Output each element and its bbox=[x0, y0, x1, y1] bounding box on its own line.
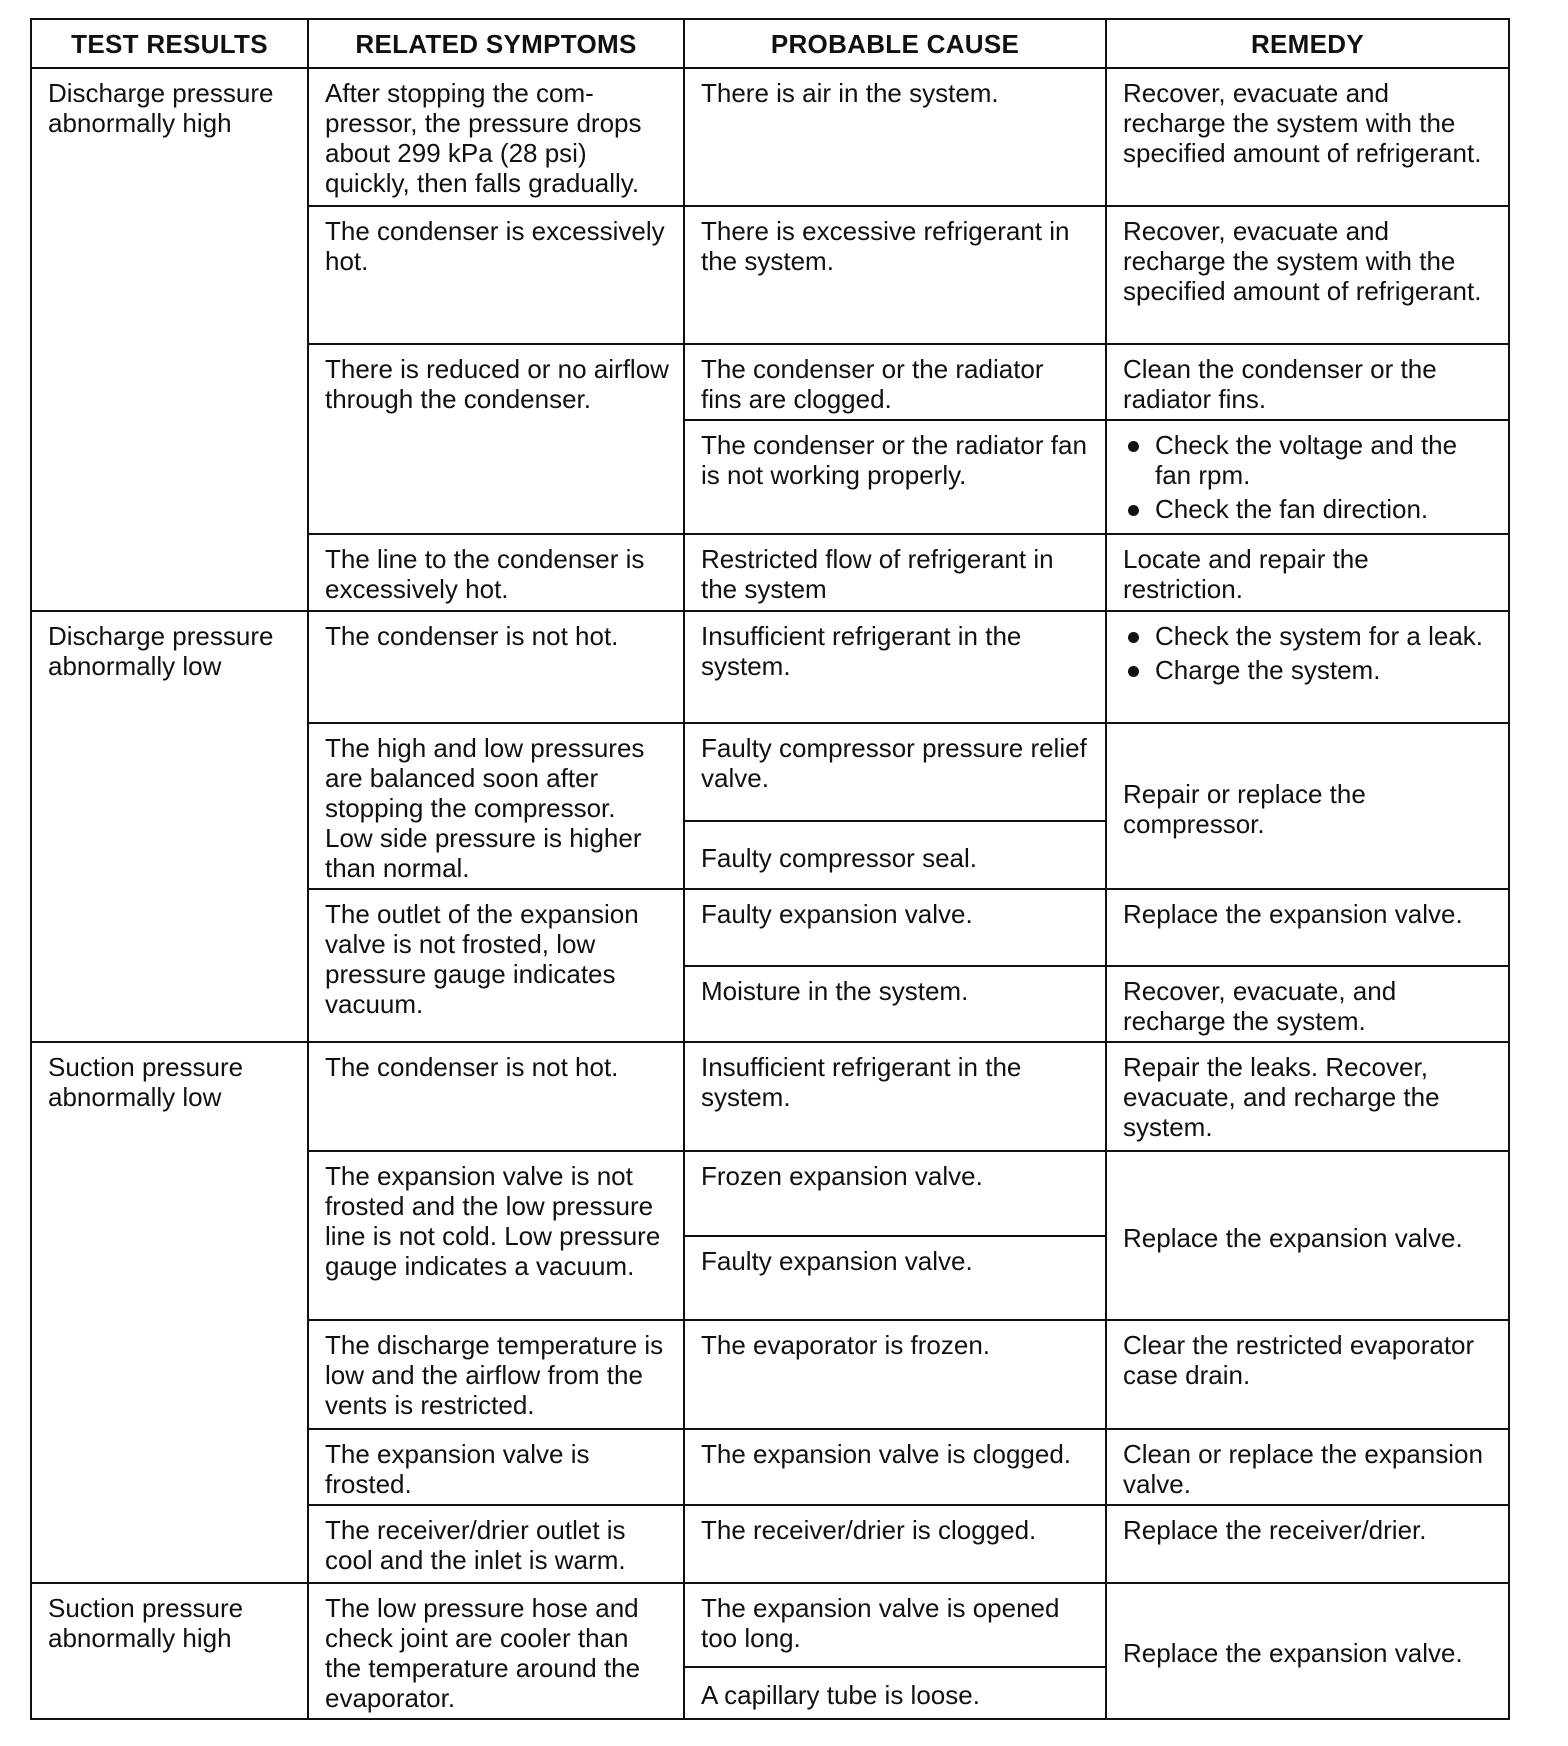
cause-cell: Frozen expansion valve. bbox=[684, 1151, 1106, 1236]
cause-cell: Faulty expansion valve. bbox=[684, 889, 1106, 966]
symptom-cell: The high and low pressures are balanced soon after stopping the compressor. Low side pressure is higher than normal. bbox=[308, 723, 684, 889]
table-row bbox=[31, 1042, 1509, 1151]
remedy-cell bbox=[1106, 611, 1509, 724]
symptom-cell: The expansion valve is frosted. bbox=[308, 1429, 684, 1506]
symptom-cell: After stopping the com-pressor, the pressure drops about 299 kPa (28 psi) quickly, then falls gradually. bbox=[308, 68, 684, 206]
cause-cell: There is air in the system. bbox=[684, 68, 1106, 206]
test-result-cell: Suction pressure abnormally low bbox=[31, 1042, 308, 1583]
symptom-cell: The condenser is excessively hot. bbox=[308, 206, 684, 344]
cause-cell: Faulty compressor pressure relief valve. bbox=[684, 723, 1106, 821]
remedy-cell: Replace the expansion valve. bbox=[1106, 1151, 1509, 1320]
symptom-cell: The expansion valve is not frosted and the low pressure line is not cold. Low pressure gauge indicates a vacuum. bbox=[308, 1151, 684, 1320]
remedy-cell bbox=[1106, 420, 1509, 534]
remedy-cell: Repair the leaks. Recover, evacuate, and recharge the system. bbox=[1106, 1042, 1509, 1151]
symptom-cell: The condenser is not hot. bbox=[308, 611, 684, 724]
remedy-cell: Recover, evacuate and recharge the system with the specified amount of refrigerant. bbox=[1106, 206, 1509, 344]
remedy-cell: Locate and repair the restriction. bbox=[1106, 534, 1509, 611]
remedy-bullet-list bbox=[1123, 621, 1494, 685]
remedy-cell: Clear the restricted evaporator case drain. bbox=[1106, 1320, 1509, 1429]
symptom-cell: The condenser is not hot. bbox=[308, 1042, 684, 1151]
table-row bbox=[31, 1583, 1509, 1667]
remedy-cell: Clean the condenser or the radiator fins. bbox=[1106, 344, 1509, 421]
remedy-cell: Repair or replace the compressor. bbox=[1106, 723, 1509, 889]
remedy-bullet: Charge the system. bbox=[1123, 655, 1494, 685]
remedy-bullet: Check the fan direction. bbox=[1123, 494, 1494, 524]
symptom-cell: The outlet of the expansion valve is not frosted, low pressure gauge indicates vacuum. bbox=[308, 889, 684, 1042]
test-result-cell: Discharge pressure abnormally high bbox=[31, 68, 308, 611]
remedy-cell: Replace the expansion valve. bbox=[1106, 1583, 1509, 1719]
cause-cell: The receiver/drier is clogged. bbox=[684, 1505, 1106, 1583]
cause-cell: The condenser or the radiator fan is not working properly. bbox=[684, 420, 1106, 534]
table-row bbox=[31, 611, 1509, 724]
remedy-cell: Clean or replace the expansion valve. bbox=[1106, 1429, 1509, 1506]
cause-cell: There is excessive refrigerant in the system. bbox=[684, 206, 1106, 344]
remedy-cell: Recover, evacuate, and recharge the system. bbox=[1106, 966, 1509, 1043]
cause-cell: Insufficient refrigerant in the system. bbox=[684, 611, 1106, 724]
remedy-cell: Replace the expansion valve. bbox=[1106, 889, 1509, 966]
remedy-cell: Recover, evacuate and recharge the system with the specified amount of refrigerant. bbox=[1106, 68, 1509, 206]
header-probable-cause: PROBABLE CAUSE bbox=[684, 19, 1106, 68]
cause-cell: The expansion valve is clogged. bbox=[684, 1429, 1106, 1506]
cause-cell: Restricted flow of refrigerant in the system bbox=[684, 534, 1106, 611]
cause-cell: Faulty expansion valve. bbox=[684, 1236, 1106, 1321]
table-row bbox=[31, 68, 1509, 206]
symptom-cell: The low pressure hose and check joint are cooler than the temperature around the evaporator. bbox=[308, 1583, 684, 1719]
header-remedy: REMEDY bbox=[1106, 19, 1509, 68]
cause-cell: The expansion valve is opened too long. bbox=[684, 1583, 1106, 1667]
symptom-cell: The receiver/drier outlet is cool and the inlet is warm. bbox=[308, 1505, 684, 1583]
symptom-cell: The discharge temperature is low and the airflow from the vents is restricted. bbox=[308, 1320, 684, 1429]
symptom-cell: There is reduced or no airflow through the condenser. bbox=[308, 344, 684, 534]
cause-cell: Moisture in the system. bbox=[684, 966, 1106, 1043]
cause-cell: A capillary tube is loose. bbox=[684, 1667, 1106, 1719]
cause-cell: Insufficient refrigerant in the system. bbox=[684, 1042, 1106, 1151]
remedy-bullet-list bbox=[1123, 430, 1494, 524]
cause-cell: The condenser or the radiator fins are clogged. bbox=[684, 344, 1106, 421]
symptom-cell: The line to the condenser is excessively hot. bbox=[308, 534, 684, 611]
cause-cell: The evaporator is frozen. bbox=[684, 1320, 1106, 1429]
remedy-bullet: Check the voltage and the fan rpm. bbox=[1123, 430, 1494, 490]
header-related-symptoms: RELATED SYMPTOMS bbox=[308, 19, 684, 68]
remedy-bullet: Check the system for a leak. bbox=[1123, 621, 1494, 651]
test-result-cell: Discharge pressure abnormally low bbox=[31, 611, 308, 1043]
cause-cell: Faulty compressor seal. bbox=[684, 821, 1106, 889]
test-result-cell: Suction pressure abnormally high bbox=[31, 1583, 308, 1719]
header-row bbox=[31, 19, 1509, 68]
header-test-results: TEST RESULTS bbox=[31, 19, 308, 68]
troubleshooting-table bbox=[30, 18, 1510, 1720]
remedy-cell: Replace the receiver/drier. bbox=[1106, 1505, 1509, 1583]
